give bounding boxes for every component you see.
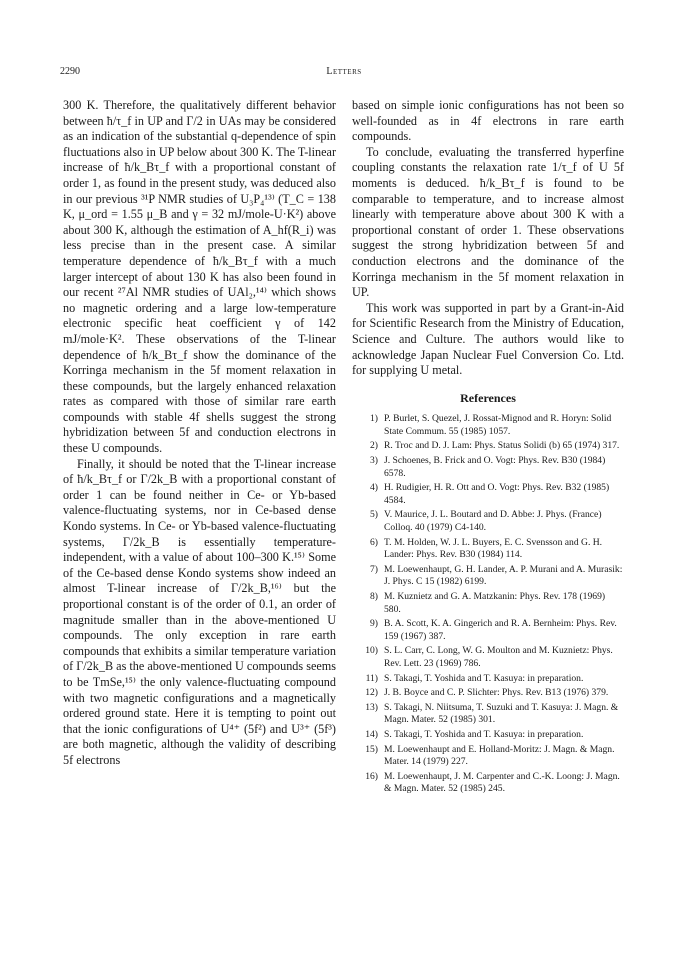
reference-text: H. Rudigier, H. R. Ott and O. Vogt: Phys. Rev. B32 (1985) 4584. xyxy=(384,482,610,506)
page-number: 2290 xyxy=(60,66,80,77)
paragraph-conclusion: To conclude, evaluating the transferred hyperfine coupling constants the relaxation rate 1/τ_f of U 5f moments is deduced. ħ/k_Bτ_f is found to be comparable to temperature, and to increase almost linearly with temperature above about 300 K with a proportional constant of order 1. These observations suggest the strong hybridization between 5f and conduction electrons and the dominance of the Korringa mechanism in the 5f moment relaxation in UP. xyxy=(352,144,624,300)
reference-item xyxy=(352,673,624,686)
reference-text: J. B. Boyce and C. P. Slichter: Phys. Rev. B13 (1976) 379. xyxy=(384,687,609,699)
paragraph-1: 300 K. Therefore, the qualitatively different behavior between ħ/τ_f in UP and Γ/2 in UAs may be considered as an indication of the substantial q-dependence of spin fluctuations also in UP below about 300 K. The T-linear increase of ħ/k_Bτ_f with a proportional constant of order 1, as found in the present study, was deduced also in our previous ³¹P NMR studies of U₃P₄¹³⁾ (T_C = 138 K, μ_ord = 1.55 μ_B and γ = 32 mJ/mole-U·K²) above about 300 K, although the estimation of A_hf(R_i) was less precise than in the present case. A similar temperature dependence of ħ/k_Bτ_f with a much larger intercept of about 130 K has also been found in our recent ²⁷Al NMR studies of UAl₂,¹⁴⁾ which shows no magnetic ordering and a large low-temperature electronic specific heat coefficient γ of 142 mJ/mole·K². These observations of the T-linear dependence of ħ/k_Bτ_f show the dominance of the Korringa mechanism in the 5f moment relaxation in these compounds, but the largely enhanced relaxation rates as compared with those of similar rare earth compounds with stable 4f shells suggest the strong hybridization between 5f and conduction electrons in these U compounds. xyxy=(63,98,336,456)
reference-text: S. Takagi, T. Yoshida and T. Kasuya: in preparation. xyxy=(384,672,584,684)
reference-number: 14) xyxy=(365,728,378,740)
reference-text: J. Schoenes, B. Frick and O. Vogt: Phys. Rev. B30 (1984) 6578. xyxy=(384,455,606,479)
reference-number: 9) xyxy=(370,618,378,630)
reference-number: 11) xyxy=(365,672,378,684)
paragraph-2: Finally, it should be noted that the T-linear increase of ħ/k_Bτ_f or Γ/2k_B with a proportional constant of order 1 can be found neither in Ce- or Yb-based valence-fluctuating systems, nor in Ce-based dense Kondo systems. In Ce- or Yb-based valence-fluctuating systems, Γ/2k_B is essentially temperature-independent, with a value of about 100–300 K.¹⁵⁾ Some of the Ce-based dense Kondo systems show indeed an almost T-linear increase of Γ/2k_B,¹⁶⁾ but the proportional constant is of the order of 0.1, an order of magnitude smaller than in the above-mentioned U compounds. The only exception in rare earth compounds that exhibits a similar temperature variation of Γ/2k_B as the above-mentioned U compounds seems to be TmSe,¹⁵⁾ the only valence-fluctuating compound with two magnetic configurations and a magnetically ordered ground state. Here it is tempting to point out that the ionic configurations of U⁴⁺ (5f²) and U³⁺ (5f³) are both magnetic, although the validity of describing 5f electrons xyxy=(63,456,336,767)
right-column xyxy=(352,98,624,798)
reference-text: M. Kuznietz and G. A. Matzkanin: Phys. Rev. 178 (1969) 580. xyxy=(384,591,606,615)
reference-number: 1) xyxy=(370,413,378,425)
reference-text: V. Maurice, J. L. Boutard and D. Abbe: J. Phys. (France) Colloq. 40 (1979) C4-140. xyxy=(384,509,602,534)
reference-item xyxy=(352,482,624,507)
reference-number: 8) xyxy=(370,591,378,602)
reference-text: B. A. Scott, K. A. Gingerich and R. A. Bernheim: Phys. Rev. 159 (1967) 387. xyxy=(384,618,617,642)
reference-item xyxy=(352,591,624,616)
reference-text: P. Burlet, S. Quezel, J. Rossat-Mignod and R. Horyn: Solid State Commum. 55 (1985) 1057. xyxy=(384,413,612,437)
reference-text: M. Loewenhaupt, G. H. Lander, A. P. Murani and A. Murasik: J. Phys. C 15 (1982) 6199. xyxy=(384,563,623,588)
reference-text: S. Takagi, T. Yoshida and T. Kasuya: in preparation. xyxy=(384,728,584,740)
reference-text: S. L. Carr, C. Long, W. G. Moulton and M. Kuznietz: Phys. Rev. Lett. 23 (1969) 786. xyxy=(384,645,613,669)
reference-item xyxy=(352,687,624,700)
reference-number: 2) xyxy=(370,440,378,452)
references-list xyxy=(352,413,624,796)
left-column xyxy=(63,98,336,769)
reference-number: 10) xyxy=(365,645,378,657)
reference-number: 15) xyxy=(365,743,378,755)
page-header xyxy=(60,66,628,80)
running-head: Letters xyxy=(326,66,362,77)
reference-item xyxy=(352,702,624,727)
references-heading: References xyxy=(460,390,516,405)
reference-number: 12) xyxy=(365,687,378,699)
reference-item xyxy=(352,509,624,534)
reference-text: S. Takagi, N. Niitsuma, T. Suzuki and T. Kasuya: J. Magn. & Magn. Mater. 52 (1985) 301. xyxy=(384,701,619,726)
reference-item xyxy=(352,455,624,480)
reference-number: 5) xyxy=(370,509,378,521)
reference-item xyxy=(352,440,624,453)
reference-item xyxy=(352,645,624,670)
reference-item xyxy=(352,771,624,796)
paragraph-3: based on simple ionic configurations has not been so well-founded as in 4f electrons in rare earth compounds. xyxy=(352,98,624,144)
reference-text: R. Troc and D. J. Lam: Phys. Status Solidi (b) 65 (1974) 317. xyxy=(384,440,620,452)
reference-item xyxy=(352,564,624,589)
reference-number: 3) xyxy=(370,455,378,467)
reference-text: M. Loewenhaupt and E. Holland-Moritz: J. Magn. & Magn. Mater. 14 (1979) 227. xyxy=(384,743,615,768)
reference-item xyxy=(352,729,624,742)
reference-number: 16) xyxy=(365,770,378,782)
paragraph-acknowledgement: This work was supported in part by a Grant-in-Aid for Scientific Research from the Ministry of Education, Science and Culture. The authors would like to acknowledge Japan Nuclear Fuel Conversion Co. Ltd. for supplying U metal. xyxy=(352,300,624,378)
reference-item xyxy=(352,413,624,438)
reference-text: T. M. Holden, W. J. L. Buyers, E. C. Svensson and G. H. Lander: Phys. Rev. B30 (1984) 114. xyxy=(384,536,603,561)
reference-number: 6) xyxy=(370,536,378,548)
reference-number: 13) xyxy=(365,701,378,713)
reference-text: M. Loewenhaupt, J. M. Carpenter and C.-K. Loong: J. Magn. & Magn. Mater. 52 (1985) 245. xyxy=(384,770,620,795)
reference-item xyxy=(352,618,624,643)
reference-item xyxy=(352,744,624,769)
reference-item xyxy=(352,537,624,562)
reference-number: 4) xyxy=(370,482,378,494)
reference-number: 7) xyxy=(370,563,378,575)
